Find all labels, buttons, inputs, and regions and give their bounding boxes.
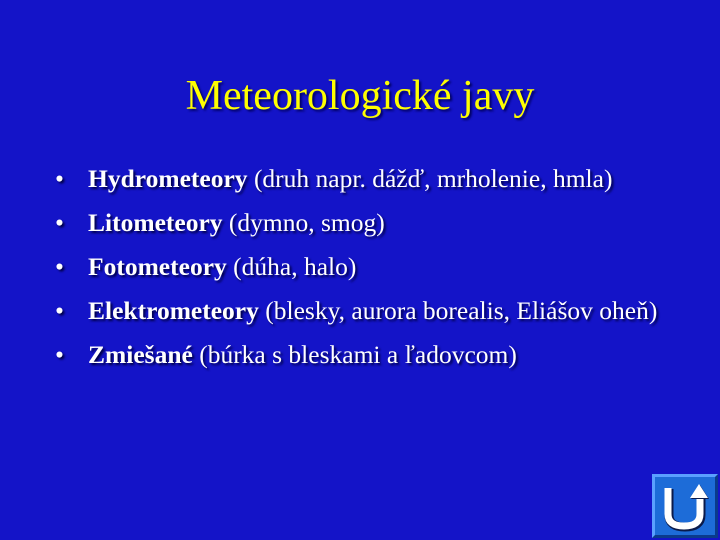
- return-button[interactable]: [652, 474, 718, 538]
- bullet-term: Litometeory: [88, 208, 223, 237]
- list-item: [55, 162, 675, 196]
- bullet-detail: (dúha, halo): [226, 252, 357, 281]
- bullet-marker: •: [55, 296, 64, 325]
- list-item: [55, 206, 675, 240]
- list-item: [55, 294, 675, 328]
- bullet-detail: (búrka s bleskami a ľadovcom): [192, 340, 517, 369]
- bullet-term: Fotometeory: [88, 252, 227, 281]
- bullet-term: Hydrometeory: [88, 164, 248, 193]
- bullet-marker: •: [55, 208, 64, 237]
- bullet-detail: (dymno, smog): [222, 208, 385, 237]
- bullet-term: Zmiešané: [88, 340, 193, 369]
- list-item: [55, 250, 675, 284]
- bullet-detail: (blesky, aurora borealis, Eliášov oheň): [258, 296, 658, 325]
- bullet-detail: (druh napr. dážď, mrholenie, hmla): [247, 164, 613, 193]
- bullet-marker: •: [55, 164, 64, 193]
- slide-title: Meteorologické javy: [185, 73, 535, 119]
- bullet-marker: •: [55, 252, 64, 281]
- return-arrow-icon: [655, 477, 715, 535]
- bullet-term: Elektrometeory: [88, 296, 259, 325]
- bullet-list: [55, 162, 675, 382]
- list-item: [55, 338, 675, 372]
- bullet-marker: •: [55, 340, 64, 369]
